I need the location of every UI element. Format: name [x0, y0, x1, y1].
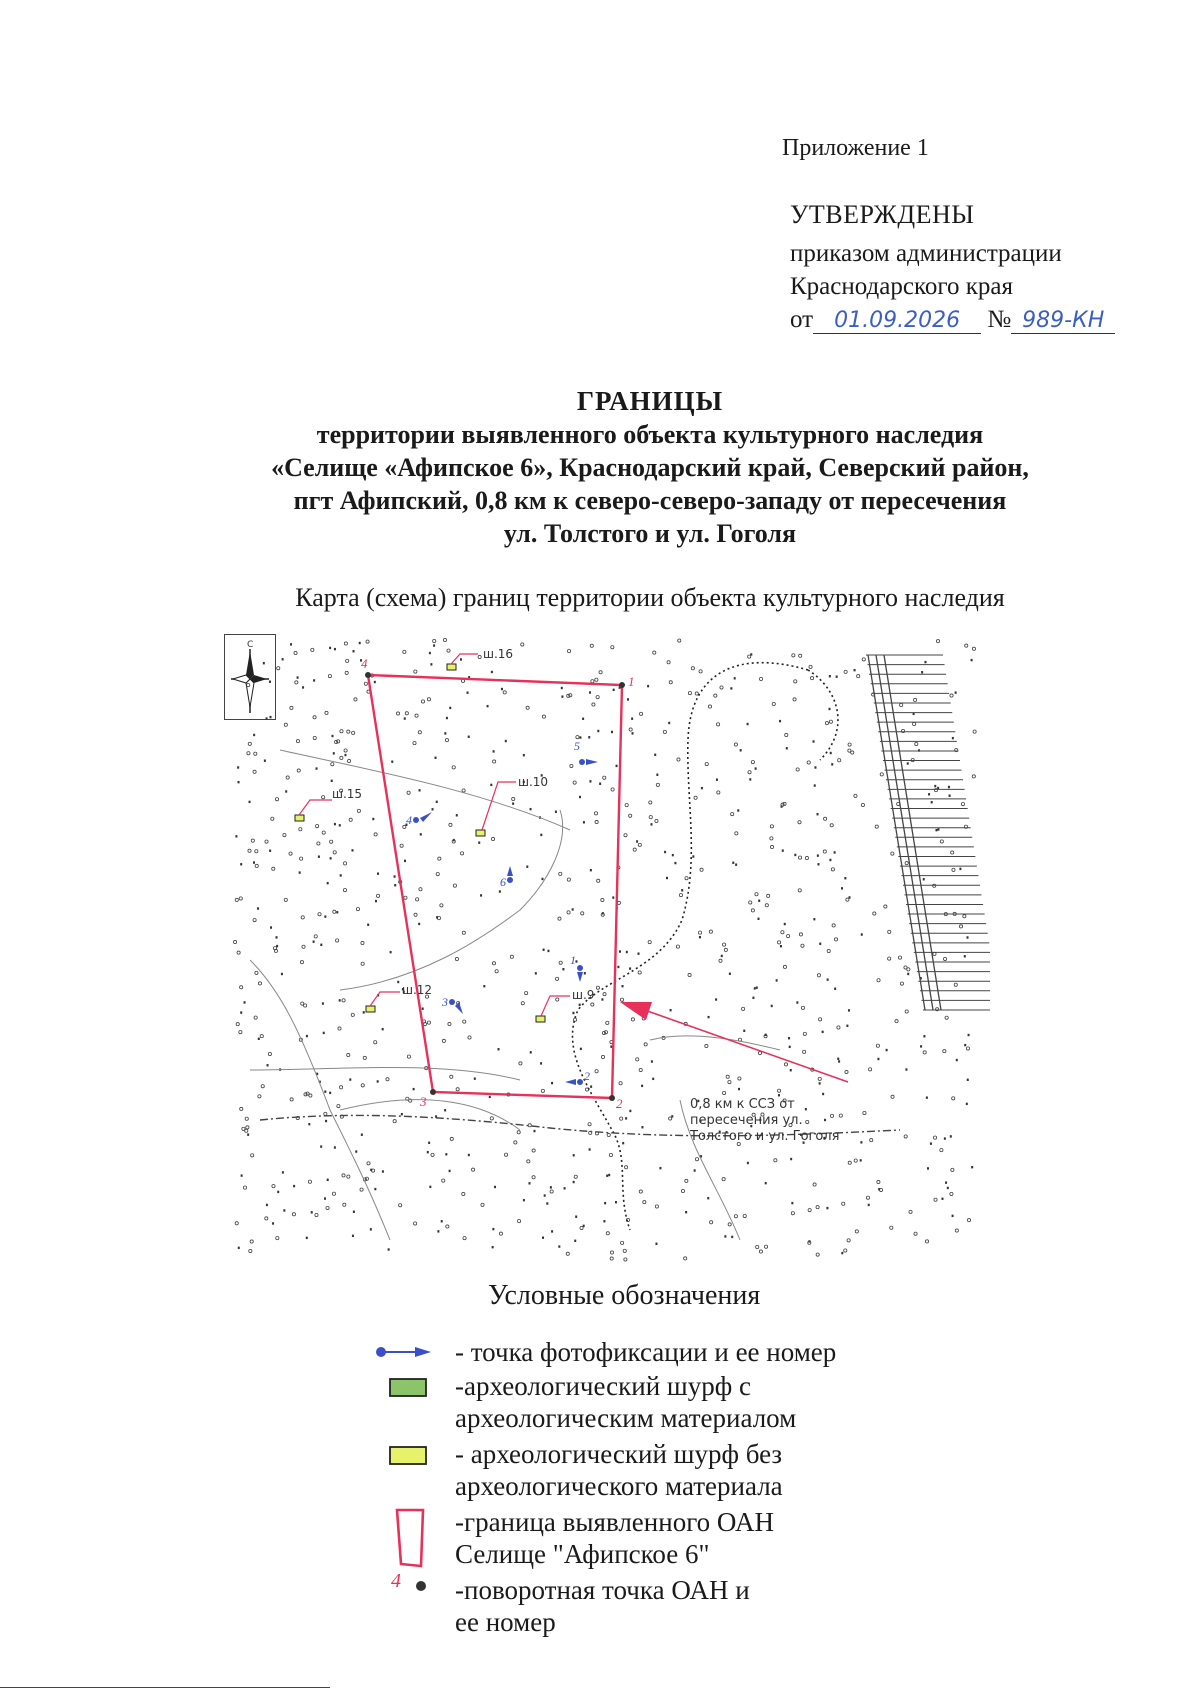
legend-text-line: ее номер: [455, 1607, 556, 1637]
photo-point-label: 3: [442, 995, 448, 1009]
legend-text-line: -поворотная точка ОАН и: [455, 1575, 750, 1605]
pit-label: ш.10: [518, 775, 549, 789]
footer-divider: [0, 1687, 330, 1688]
pit-without-material-icon: [389, 1446, 429, 1471]
number-label: №: [987, 306, 1012, 333]
order-number: 989-КН: [1011, 308, 1115, 334]
tracks: [250, 750, 780, 1240]
order-date: 01.09.2026: [813, 308, 981, 334]
turning-points: [361, 656, 635, 1111]
legend-text-line: -археологический шурф с: [455, 1371, 751, 1401]
pit-label: ш.15: [332, 787, 363, 801]
turning-point-label: 1: [628, 674, 635, 689]
from-prefix: от: [790, 306, 814, 333]
pit-label: ш.9: [572, 988, 595, 1002]
legend-text: - точка фотофиксации и ее номер: [455, 1337, 837, 1367]
boundary-map: [220, 630, 990, 1270]
legend-text: [455, 1574, 750, 1638]
map-subtitle: Карта (схема) границ территории объекта культурного наследия: [295, 583, 1005, 612]
turning-point-label: 3: [420, 1094, 427, 1109]
legend-title: Условные обозначения: [488, 1280, 761, 1311]
svg-text:0,8 км к ССЗ от: 0,8 км к ССЗ от: [690, 1097, 795, 1112]
legend-text: [455, 1438, 783, 1502]
oan-boundary: [368, 675, 622, 1098]
photo-points: [406, 739, 598, 1085]
pit-with-material-icon: [389, 1378, 429, 1403]
title-line-4: ул. Толстого и ул. Гоголя: [503, 519, 797, 548]
pit-label: ш.12: [402, 983, 433, 997]
photo-point-label: 6: [500, 875, 506, 889]
appendix-label: Приложение 1: [782, 135, 929, 161]
photo-point-arrow-icon: [375, 1344, 435, 1365]
title-line-1: территории выявленного объекта культурного наследия: [316, 420, 984, 449]
approved-heading: УТВЕРЖДЕНЫ: [790, 200, 975, 229]
order-date-line: [790, 306, 1115, 334]
pits: [295, 647, 594, 1022]
document-title: [200, 385, 1100, 550]
legend-text-line: - археологический шурф без: [455, 1439, 783, 1469]
dotted-contour: [572, 663, 808, 1230]
legend-text: [455, 1506, 774, 1570]
turning-point-number: 4: [391, 1570, 401, 1592]
legend-text-line: -граница выявленного ОАН: [455, 1507, 774, 1537]
boundary-icon: [393, 1508, 433, 1575]
order-line-1: приказом администрации: [790, 240, 1062, 267]
turning-point-label: 2: [616, 1096, 623, 1111]
legend-text-line: археологическим материалом: [455, 1403, 797, 1433]
legend-text: [455, 1370, 796, 1434]
turning-point-icon: [391, 1570, 441, 1600]
svg-text:пересечения ул.: пересечения ул.: [690, 1113, 803, 1128]
photo-point-label: 4: [406, 813, 412, 827]
title-main: ГРАНИЦЫ: [576, 386, 724, 416]
legend-text-line: Селище "Афипское 6": [455, 1539, 710, 1569]
title-line-3: пгт Афипский, 0,8 км к северо-северо-западу от пересечения: [293, 486, 1007, 515]
svg-text:С: С: [247, 640, 254, 650]
svg-text:Толстого и ул. Гоголя: Толстого и ул. Гоголя: [690, 1129, 840, 1144]
photo-point-label: 1: [570, 953, 576, 967]
title-line-2: «Селище «Афипское 6», Краснодарский край, Северский район,: [271, 453, 1029, 482]
order-line-2: Краснодарского края: [790, 273, 1013, 300]
legend-text-line: археологического материала: [455, 1471, 783, 1501]
terrain-dots: [234, 638, 977, 1261]
railway: [866, 655, 990, 1010]
location-arrow-icon: [620, 1002, 652, 1020]
photo-point-label: 5: [574, 739, 580, 753]
photo-point-label: 2: [584, 1069, 590, 1083]
turning-point-label: 4: [361, 656, 368, 671]
location-pointer: [622, 1002, 848, 1082]
location-note: [689, 1097, 839, 1144]
pit-label: ш.16: [483, 647, 514, 661]
